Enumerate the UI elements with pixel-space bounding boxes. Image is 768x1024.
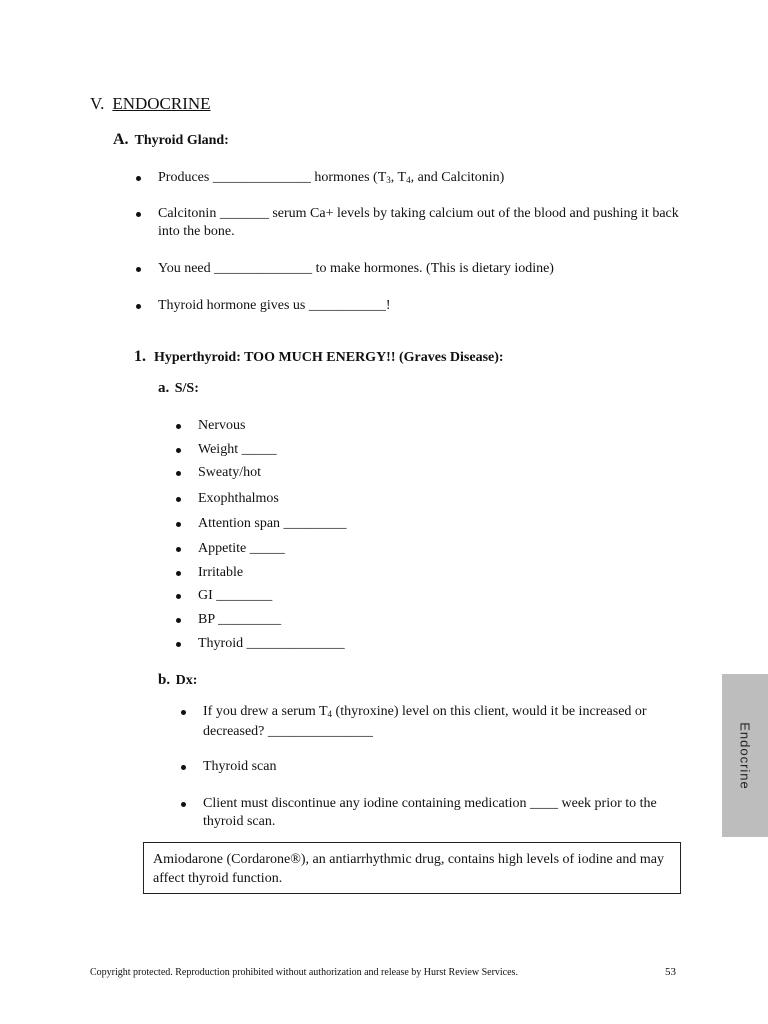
bullet-calcitonin: Calcitonin _______ serum Ca+ levels by taking calcium out of the blood and pushing it back into the bone. (158, 205, 688, 241)
dx-title: Dx: (175, 673, 198, 688)
ss-item: Appetite _____ (198, 541, 285, 556)
section-number: V. (90, 94, 105, 113)
copyright-footer: Copyright protected. Reproduction prohibited without authorization and release by Hurst Review Services. (90, 967, 518, 978)
ss-item: Attention span _________ (198, 516, 347, 531)
dx-number: b. (158, 672, 171, 688)
ss-item: Irritable (198, 565, 244, 580)
dx-heading (158, 672, 197, 689)
subsection-title: Thyroid Gland: (134, 133, 229, 148)
hyperthyroid-title: Hyperthyroid: TOO MUCH ENERGY!! (Graves Disease): (154, 350, 504, 365)
subsection-heading (113, 131, 229, 149)
hyperthyroid-number: 1. (134, 348, 146, 365)
bullet-energy: Thyroid hormone gives us ___________! (158, 297, 688, 315)
bullet-produces: Produces ______________ hormones ($T_3$, $T_4$, and Calcitonin) (158, 169, 678, 189)
ss-item: Exophthalmos (198, 491, 279, 506)
ss-title: S/S: (174, 381, 199, 396)
page-number: 53 (665, 966, 676, 978)
ss-item: Thyroid ______________ (198, 636, 345, 651)
bullet-iodine: You need ______________ to make hormones. (This is dietary iodine) (158, 260, 688, 278)
amiodarone-note: Amiodarone (Cordarone®), an antiarrhythmic drug, contains high levels of iodine and may affect thyroid function. (143, 842, 681, 894)
ss-item: Weight _____ (198, 442, 277, 457)
ss-item: BP _________ (198, 612, 282, 627)
hyperthyroid-heading (134, 348, 504, 366)
ss-number: a. (158, 380, 170, 396)
ss-item: GI ________ (198, 588, 273, 603)
ss-heading (158, 380, 199, 397)
section-heading (90, 94, 211, 114)
chapter-side-tab (722, 674, 768, 837)
dx-item-discontinue-iodine: Client must discontinue any iodine containing medication ____ week prior to the thyroid scan. (203, 795, 678, 831)
subsection-number: A. (113, 131, 129, 148)
section-title: ENDOCRINE (112, 94, 211, 113)
ss-item: Nervous (198, 418, 246, 433)
dx-item-thyroid-scan: Thyroid scan (203, 759, 277, 774)
ss-item: Sweaty/hot (198, 465, 261, 480)
dx-item-serum-t4: If you drew a serum $T_4$ (thyroxine) level on this client, would it be increased or decreased? _______________ (203, 703, 673, 741)
side-tab-label: Endocrine (737, 721, 753, 790)
